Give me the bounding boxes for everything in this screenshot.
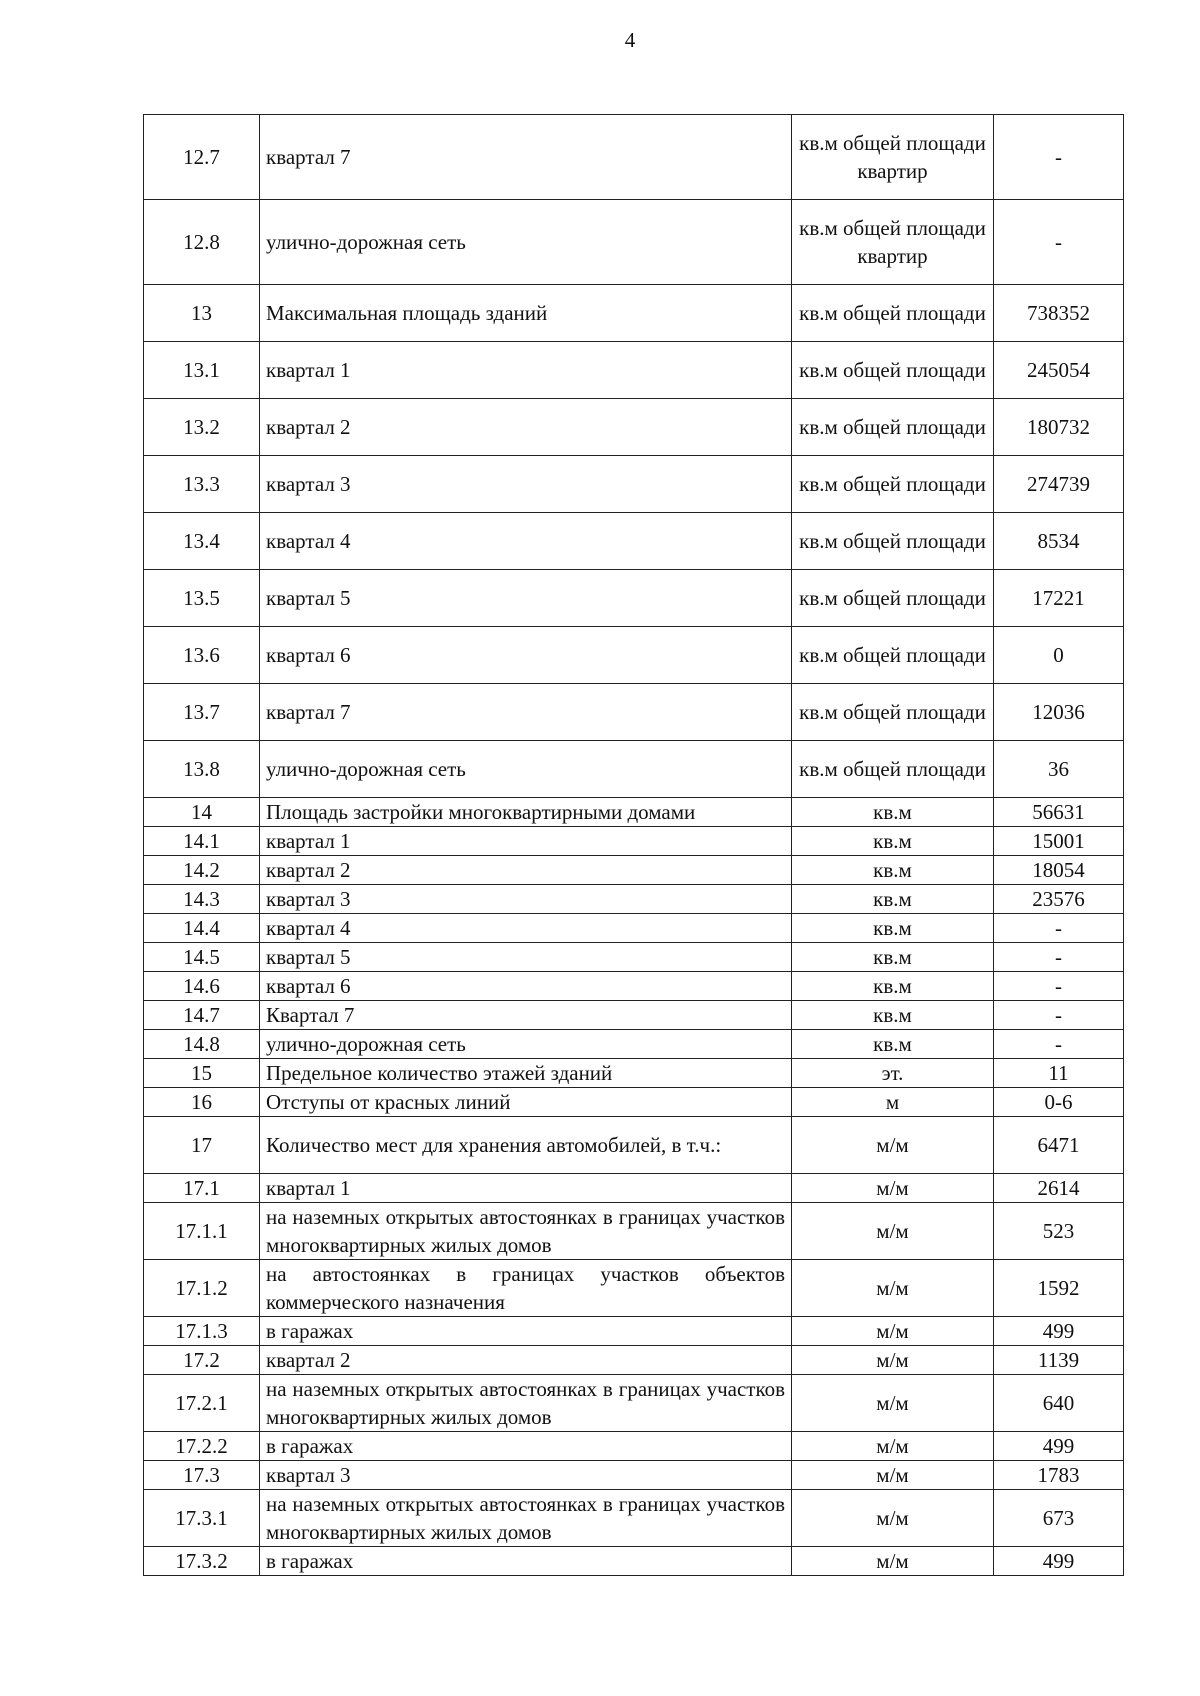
table-row — [144, 972, 1124, 1001]
row-name: квартал 2 — [260, 399, 792, 456]
row-name: Отступы от красных линий — [260, 1088, 792, 1117]
row-name: квартал 2 — [260, 1346, 792, 1375]
row-name: квартал 1 — [260, 1174, 792, 1203]
row-number: 12.7 — [144, 115, 260, 200]
row-name: в гаражах — [260, 1432, 792, 1461]
row-number: 14.4 — [144, 914, 260, 943]
row-value: 0-6 — [994, 1088, 1124, 1117]
row-unit: кв.м — [792, 1001, 994, 1030]
row-unit: кв.м общей площади — [792, 513, 994, 570]
row-unit: кв.м — [792, 856, 994, 885]
table-row — [144, 684, 1124, 741]
table-row — [144, 1117, 1124, 1174]
row-unit: м/м — [792, 1375, 994, 1432]
row-unit: м/м — [792, 1203, 994, 1260]
row-unit: м — [792, 1088, 994, 1117]
row-number: 17.3.2 — [144, 1547, 260, 1576]
indicators-table-body — [144, 115, 1124, 1576]
row-unit: кв.м — [792, 943, 994, 972]
row-unit: кв.м — [792, 972, 994, 1001]
row-number: 14.6 — [144, 972, 260, 1001]
row-value: 11 — [994, 1059, 1124, 1088]
row-value: - — [994, 943, 1124, 972]
row-value: 15001 — [994, 827, 1124, 856]
row-name: квартал 7 — [260, 115, 792, 200]
row-name: квартал 6 — [260, 627, 792, 684]
row-number: 13.5 — [144, 570, 260, 627]
row-number: 17.1.2 — [144, 1260, 260, 1317]
row-value: - — [994, 972, 1124, 1001]
row-value: - — [994, 200, 1124, 285]
row-unit: м/м — [792, 1117, 994, 1174]
table-row — [144, 399, 1124, 456]
row-unit: кв.м — [792, 1030, 994, 1059]
row-number: 14 — [144, 798, 260, 827]
row-value: 499 — [994, 1432, 1124, 1461]
table-row — [144, 115, 1124, 200]
table-row — [144, 1547, 1124, 1576]
row-name: в гаражах — [260, 1547, 792, 1576]
row-name: в гаражах — [260, 1317, 792, 1346]
row-value: 17221 — [994, 570, 1124, 627]
row-number: 14.8 — [144, 1030, 260, 1059]
table-row — [144, 342, 1124, 399]
row-value: 245054 — [994, 342, 1124, 399]
row-unit: м/м — [792, 1260, 994, 1317]
row-value: 640 — [994, 1375, 1124, 1432]
row-value: 673 — [994, 1490, 1124, 1547]
row-name: улично-дорожная сеть — [260, 1030, 792, 1059]
row-value: 36 — [994, 741, 1124, 798]
row-unit: м/м — [792, 1461, 994, 1490]
row-number: 13 — [144, 285, 260, 342]
row-value: 1139 — [994, 1346, 1124, 1375]
table-row — [144, 1490, 1124, 1547]
table-row — [144, 627, 1124, 684]
row-value: - — [994, 914, 1124, 943]
row-number: 17.2.1 — [144, 1375, 260, 1432]
row-value: 1592 — [994, 1260, 1124, 1317]
row-name: квартал 1 — [260, 827, 792, 856]
row-name: Максимальная площадь зданий — [260, 285, 792, 342]
row-value: 499 — [994, 1547, 1124, 1576]
row-value: 6471 — [994, 1117, 1124, 1174]
row-number: 13.4 — [144, 513, 260, 570]
row-number: 13.8 — [144, 741, 260, 798]
row-unit: кв.м общей площади — [792, 342, 994, 399]
table-row — [144, 1001, 1124, 1030]
indicators-table — [143, 114, 1124, 1576]
table-row — [144, 1432, 1124, 1461]
row-number: 14.5 — [144, 943, 260, 972]
row-unit: кв.м — [792, 827, 994, 856]
row-value: - — [994, 1030, 1124, 1059]
row-number: 17.2.2 — [144, 1432, 260, 1461]
row-name: Количество мест для хранения автомобилей, в т.ч.: — [260, 1117, 792, 1174]
row-value: 56631 — [994, 798, 1124, 827]
table-row — [144, 570, 1124, 627]
row-number: 17.1.1 — [144, 1203, 260, 1260]
row-unit: кв.м общей площади — [792, 285, 994, 342]
row-name: квартал 3 — [260, 885, 792, 914]
row-name: на наземных открытых автостоянках в границах участков многоквартирных жилых домов — [260, 1490, 792, 1547]
row-unit: кв.м — [792, 914, 994, 943]
row-value: 2614 — [994, 1174, 1124, 1203]
row-unit: кв.м общей площади — [792, 456, 994, 513]
table-row — [144, 1088, 1124, 1117]
row-number: 14.3 — [144, 885, 260, 914]
row-number: 17.3 — [144, 1461, 260, 1490]
row-value: 738352 — [994, 285, 1124, 342]
table-row — [144, 1174, 1124, 1203]
table-row — [144, 1059, 1124, 1088]
row-number: 14.7 — [144, 1001, 260, 1030]
row-unit: м/м — [792, 1174, 994, 1203]
table-row — [144, 1346, 1124, 1375]
table-row — [144, 200, 1124, 285]
table-row — [144, 1461, 1124, 1490]
row-unit: м/м — [792, 1490, 994, 1547]
row-unit: кв.м — [792, 885, 994, 914]
row-unit: кв.м общей площади квартир — [792, 115, 994, 200]
row-number: 14.2 — [144, 856, 260, 885]
row-value: 180732 — [994, 399, 1124, 456]
row-unit: кв.м общей площади — [792, 684, 994, 741]
row-unit: м/м — [792, 1432, 994, 1461]
row-name: Площадь застройки многоквартирными домами — [260, 798, 792, 827]
table-row — [144, 285, 1124, 342]
table-row — [144, 1203, 1124, 1260]
row-number: 17.3.1 — [144, 1490, 260, 1547]
row-unit: кв.м общей площади — [792, 570, 994, 627]
row-name: квартал 4 — [260, 513, 792, 570]
row-name: улично-дорожная сеть — [260, 741, 792, 798]
row-number: 13.3 — [144, 456, 260, 513]
row-value: 499 — [994, 1317, 1124, 1346]
row-unit: м/м — [792, 1547, 994, 1576]
row-unit: кв.м общей площади — [792, 399, 994, 456]
row-name: квартал 3 — [260, 1461, 792, 1490]
row-name: на наземных открытых автостоянках в границах участков многоквартирных жилых домов — [260, 1203, 792, 1260]
row-value: 1783 — [994, 1461, 1124, 1490]
row-number: 13.7 — [144, 684, 260, 741]
row-unit: кв.м общей площади квартир — [792, 200, 994, 285]
row-name: на наземных открытых автостоянках в границах участков многоквартирных жилых домов — [260, 1375, 792, 1432]
row-unit: м/м — [792, 1317, 994, 1346]
row-number: 13.1 — [144, 342, 260, 399]
row-value: 23576 — [994, 885, 1124, 914]
page-number: 4 — [624, 28, 636, 52]
table-row — [144, 943, 1124, 972]
table-row — [144, 827, 1124, 856]
row-unit: кв.м общей площади — [792, 741, 994, 798]
row-name: квартал 5 — [260, 943, 792, 972]
row-number: 14.1 — [144, 827, 260, 856]
row-number: 17.2 — [144, 1346, 260, 1375]
table-row — [144, 885, 1124, 914]
row-unit: кв.м — [792, 798, 994, 827]
table-row — [144, 1375, 1124, 1432]
table-row — [144, 1317, 1124, 1346]
row-name: квартал 5 — [260, 570, 792, 627]
row-name: квартал 3 — [260, 456, 792, 513]
row-number: 16 — [144, 1088, 260, 1117]
row-name: на автостоянках в границах участков объектов коммерческого назначения — [260, 1260, 792, 1317]
row-value: 523 — [994, 1203, 1124, 1260]
table-row — [144, 856, 1124, 885]
row-number: 17.1.3 — [144, 1317, 260, 1346]
row-value: - — [994, 115, 1124, 200]
row-number: 15 — [144, 1059, 260, 1088]
row-value: 8534 — [994, 513, 1124, 570]
row-number: 17.1 — [144, 1174, 260, 1203]
row-name: квартал 2 — [260, 856, 792, 885]
table-row — [144, 741, 1124, 798]
row-value: - — [994, 1001, 1124, 1030]
row-unit: эт. — [792, 1059, 994, 1088]
row-name: квартал 4 — [260, 914, 792, 943]
row-number: 12.8 — [144, 200, 260, 285]
row-name: Квартал 7 — [260, 1001, 792, 1030]
table-row — [144, 914, 1124, 943]
row-unit: кв.м общей площади — [792, 627, 994, 684]
row-value: 12036 — [994, 684, 1124, 741]
table-row — [144, 513, 1124, 570]
row-name: Предельное количество этажей зданий — [260, 1059, 792, 1088]
row-name: квартал 7 — [260, 684, 792, 741]
row-name: улично-дорожная сеть — [260, 200, 792, 285]
row-name: квартал 1 — [260, 342, 792, 399]
row-value: 274739 — [994, 456, 1124, 513]
table-row — [144, 1260, 1124, 1317]
row-number: 13.2 — [144, 399, 260, 456]
row-name: квартал 6 — [260, 972, 792, 1001]
table-row — [144, 798, 1124, 827]
row-unit: м/м — [792, 1346, 994, 1375]
table-row — [144, 456, 1124, 513]
row-value: 18054 — [994, 856, 1124, 885]
row-number: 17 — [144, 1117, 260, 1174]
row-value: 0 — [994, 627, 1124, 684]
table-row — [144, 1030, 1124, 1059]
row-number: 13.6 — [144, 627, 260, 684]
